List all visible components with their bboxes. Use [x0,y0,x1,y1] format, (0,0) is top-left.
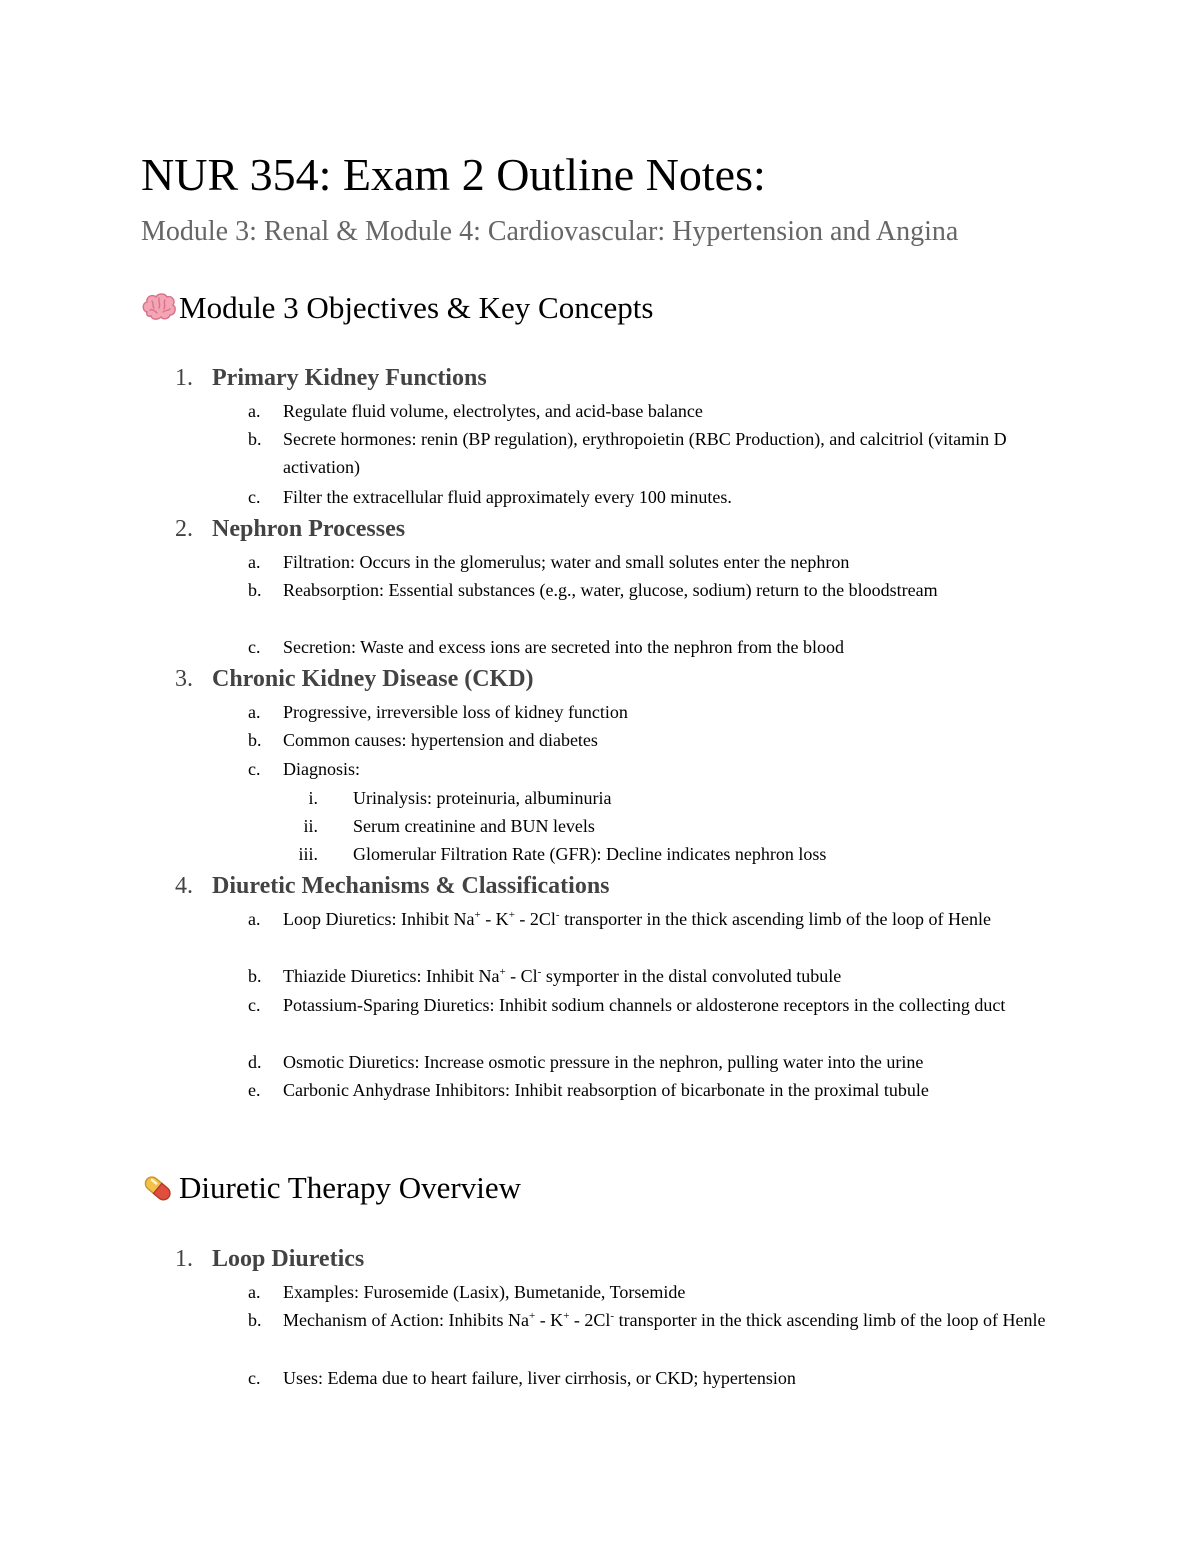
list-item-title: Diuretic Mechanisms & Classifications [212,873,610,899]
sub-list-text: Thiazide Diuretics: Inhibit Na+ - Cl- symporter in the distal convoluted tubule [283,966,842,986]
sub-list-text: Potassium-Sparing Diuretics: Inhibit sodium channels or aldosterone receptors in the collecting duct [283,995,1006,1015]
list-item-title: Nephron Processes [212,516,406,542]
sub-list-letter: c. [248,995,261,1015]
sub-list-letter: a. [248,1282,261,1302]
list-number: 1. [175,1246,193,1272]
sub-list-text: Uses: Edema due to heart failure, liver cirrhosis, or CKD; hypertension [283,1368,796,1388]
list-item-title: Primary Kidney Functions [212,365,487,391]
sub-list-letter: c. [248,759,261,779]
document-subtitle: Module 3: Renal & Module 4: Cardiovascular: Hypertension and Angina [141,216,959,247]
sub-list-text: Reabsorption: Essential substances (e.g., water, glucose, sodium) return to the bloodstream [283,580,938,600]
list-number: 2. [175,516,193,542]
sub-list-letter: c. [248,487,261,507]
section-heading-text: Module 3 Objectives & Key Concepts [179,290,654,325]
sub-list-letter: b. [248,429,262,449]
sub-list-text: Filtration: Occurs in the glomerulus; water and small solutes enter the nephron [283,552,850,572]
sub-list-text: Regulate fluid volume, electrolytes, and acid-base balance [283,401,703,421]
document-title: NUR 354: Exam 2 Outline Notes: [141,149,766,200]
list-item-title: Chronic Kidney Disease (CKD) [212,666,534,692]
sub-list-letter: b. [248,966,262,986]
roman-numeral: i. [308,788,318,808]
sub-list-letter: b. [248,1310,262,1330]
sub-sub-list-text: Glomerular Filtration Rate (GFR): Decline indicates nephron loss [353,844,827,864]
sub-list-letter: b. [248,580,262,600]
sub-list-letter: a. [248,552,261,572]
sub-list-text: Examples: Furosemide (Lasix), Bumetanide, Torsemide [283,1282,686,1302]
sub-list-text: Osmotic Diuretics: Increase osmotic pressure in the nephron, pulling water into the urine [283,1052,924,1072]
sub-list-letter: a. [248,401,261,421]
sub-sub-list-text: Serum creatinine and BUN levels [353,816,595,836]
sub-list-text: Mechanism of Action: Inhibits Na+ - K+ - 2Cl- transporter in the thick ascending limb of the loop of Henle [283,1310,1046,1330]
section-heading-diuretic-therapy [141,1168,521,1208]
sub-list-letter: a. [248,909,261,929]
sub-sub-list-text: Urinalysis: proteinuria, albuminuria [353,788,612,808]
roman-numeral: ii. [303,816,318,836]
sub-list-text: Carbonic Anhydrase Inhibitors: Inhibit reabsorption of bicarbonate in the proximal tubule [283,1080,929,1100]
sub-list-text: Secrete hormones: renin (BP regulation), erythropoietin (RBC Production), and calcitriol (vitamin D activation) [283,429,1007,477]
sub-list-letter: c. [248,1368,261,1388]
sub-list-letter: c. [248,637,261,657]
sub-list-text: Diagnosis: [283,759,361,779]
sub-list-letter: d. [248,1052,262,1072]
sub-list-text: Progressive, irreversible loss of kidney function [283,702,628,722]
sub-list-letter: a. [248,702,261,722]
roman-numeral: iii. [298,844,318,864]
section-heading-module3 [141,288,653,328]
brain-icon [141,292,177,324]
list-number: 1. [175,365,193,391]
list-item-title: Loop Diuretics [212,1246,365,1272]
sub-list-text: Loop Diuretics: Inhibit Na+ - K+ - 2Cl- transporter in the thick ascending limb of the loop of Henle [283,909,991,929]
sub-list-text: Common causes: hypertension and diabetes [283,730,598,750]
section-heading-text: Diuretic Therapy Overview [179,1170,522,1205]
sub-list-letter: e. [248,1080,261,1100]
sub-list-text: Secretion: Waste and excess ions are secreted into the nephron from the blood [283,637,845,657]
list-number: 3. [175,666,193,692]
sub-list-letter: b. [248,730,262,750]
sub-list-text: Filter the extracellular fluid approximately every 100 minutes. [283,487,732,507]
list-number: 4. [175,873,193,899]
pill-icon [141,1172,177,1204]
